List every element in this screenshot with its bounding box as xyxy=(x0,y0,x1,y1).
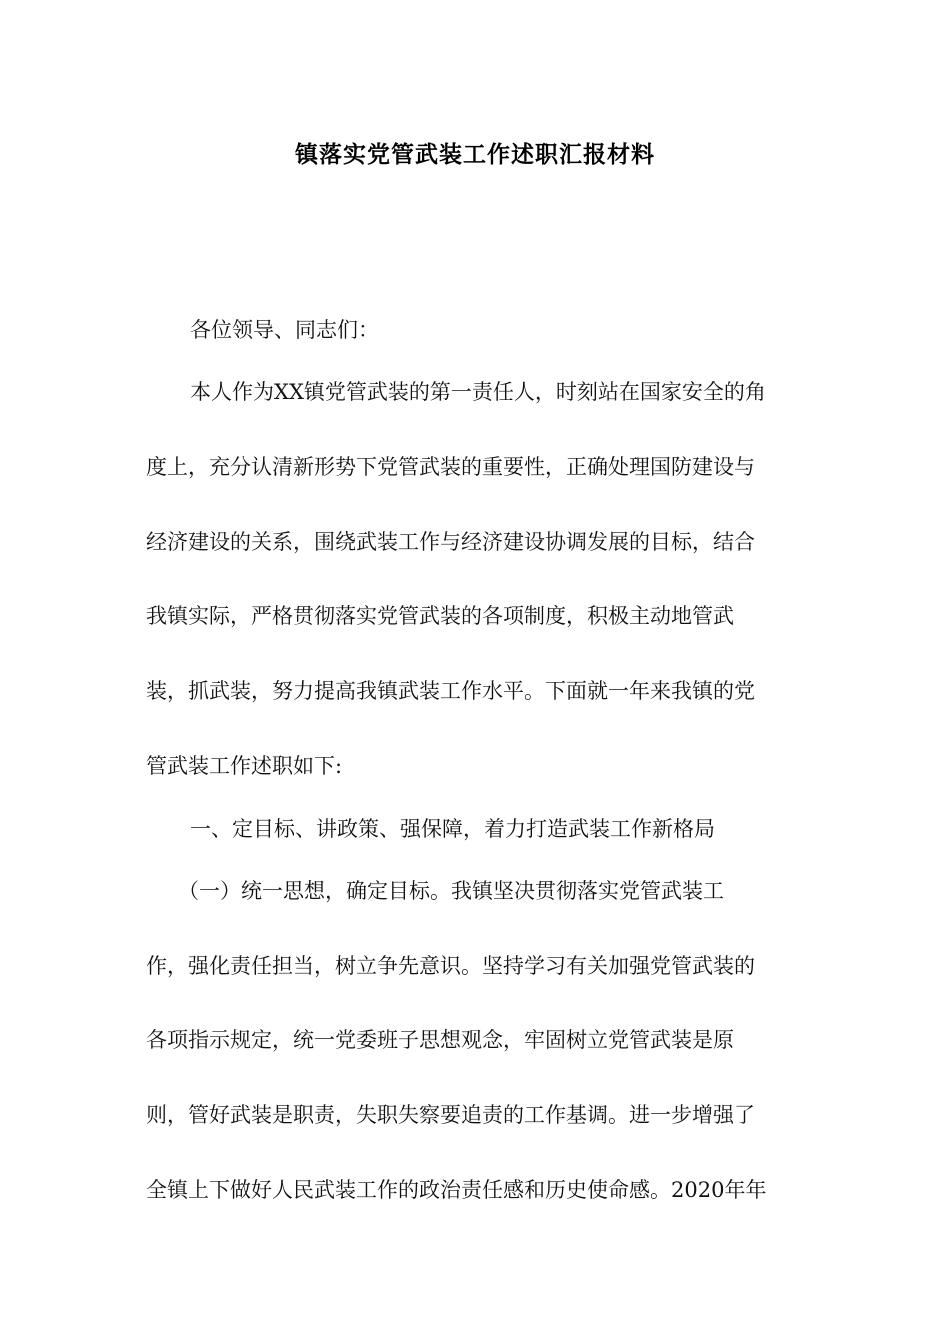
paragraph-line-11: 则，管好武装是职责，失职失察要追责的工作基调。进一步增强了 xyxy=(146,1103,755,1127)
paragraph-line-12: 全镇上下做好人民武装工作的政治责任感和历史使命感。2020年年 xyxy=(146,1178,767,1202)
document-title: 镇落实党管武装工作述职汇报材料 xyxy=(295,141,655,168)
paragraph-line-3: 经济建设的关系，围绕武装工作与经济建设协调发展的目标，结合 xyxy=(146,530,755,554)
paragraph-line-4: 我镇实际，严格贯彻落实党管武装的各项制度，积极主动地管武 xyxy=(146,604,734,628)
paragraph-line-6: 管武装工作述职如下: xyxy=(146,754,343,778)
paragraph-line-2: 度上，充分认清新形势下党管武装的重要性，正确处理国防建设与 xyxy=(146,455,755,479)
paragraph-line-1: 本人作为XX镇党管武装的第一责任人，时刻站在国家安全的角 xyxy=(190,380,766,404)
greeting-line: 各位领导、同志们： xyxy=(190,318,379,342)
paragraph-line-9: 作，强化责任担当，树立争先意识。坚持学习有关加强党管武装的 xyxy=(146,954,755,978)
paragraph-line-10: 各项指示规定，统一党委班子思想观念，牢固树立党管武装是原 xyxy=(146,1028,734,1052)
paragraph-line-8: （一）统一思想，确定目标。我镇坚决贯彻落实党管武装工 xyxy=(178,879,724,903)
paragraph-line-5: 装，抓武装，努力提高我镇武装工作水平。下面就一年来我镇的党 xyxy=(146,679,755,703)
section-heading-1: 一、定目标、讲政策、强保障，着力打造武装工作新格局 xyxy=(190,817,715,841)
